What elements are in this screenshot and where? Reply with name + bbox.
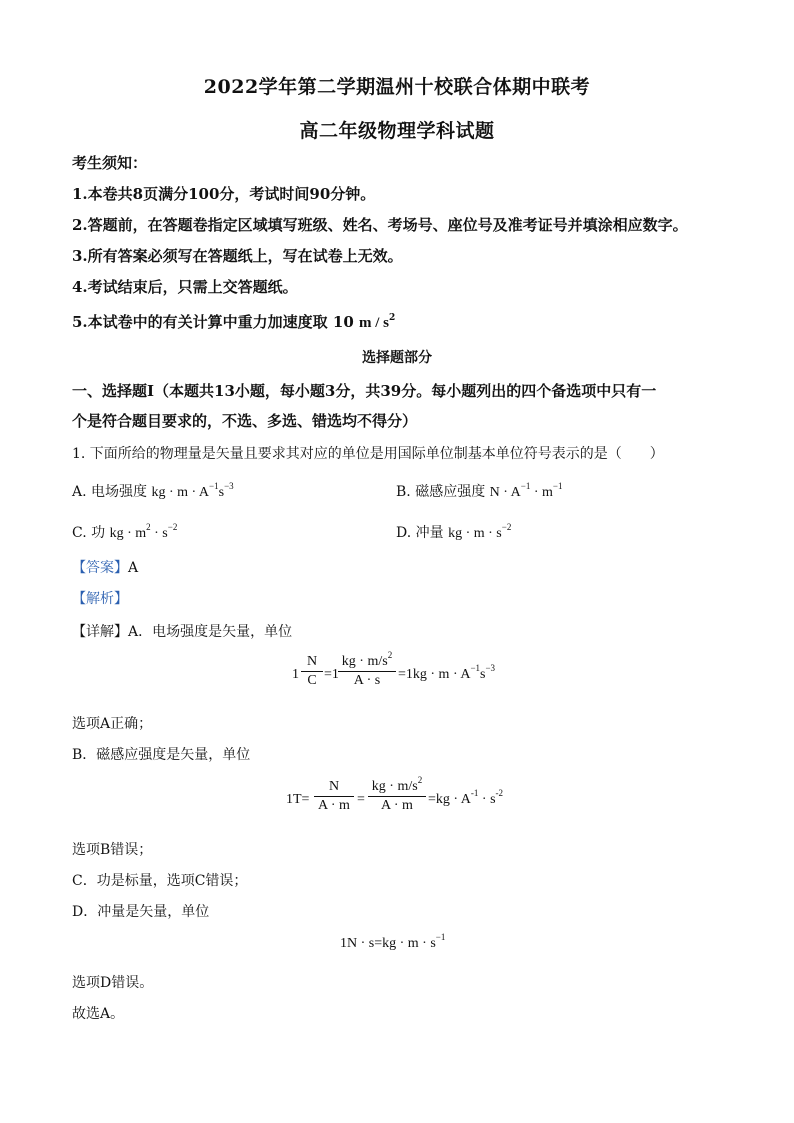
section-instruction-1: 一、选择题Ⅰ（本题共13小题，每小题3分，共39分。每小题列出的四个备选项中只有一: [72, 382, 657, 400]
option-c-label: C. 功: [72, 525, 106, 541]
option-c-conclusion: C．功是标量，选项C错误；: [72, 873, 248, 889]
formula-magnetic-field: 1T= N A · m = kg · $m/s^2$ A · m $=kg \cdot A^{-1} \cdot s^{-2}$: [286, 775, 504, 813]
detail-line: [72, 621, 292, 641]
option-c: [72, 522, 177, 542]
exam-subtitle: 高二年级物理学科试题: [299, 120, 495, 142]
notice-item-1: 1.本卷共8页满分100分，考试时间90分钟。: [72, 185, 376, 203]
notice-item-3: 3.所有答案必须写在答题纸上，写在试卷上无效。: [72, 247, 403, 265]
option-c-unit: kg · $m^2 \cdot s^{-2}$: [109, 522, 178, 541]
formula-electric-field: 1 N C =1 kg · $m/s^2$ A · s $=1kg \cdot m \cdot A^{-1}s^{-3}$: [292, 650, 496, 688]
detail-intro: A．电场强度是矢量，单位: [128, 624, 293, 640]
fraction-kg-m-s2-over-a-s: kg · $m/s^2$ A · s: [338, 654, 396, 689]
final-choice: 故选A。: [72, 1006, 125, 1022]
exam-title: 2022学年第二学期温州十校联合体期中联考: [203, 76, 591, 98]
notice-item-4: 4.考试结束后，只需上交答题纸。: [72, 278, 298, 296]
option-b-unit: $N \cdot A^{-1} \cdot m^{-1}$: [489, 481, 563, 500]
section-instruction-2: 个是符合题目要求的，不选、多选、错选均不得分）: [72, 412, 418, 430]
formula-impulse: $1N \cdot s=kg \cdot m \cdot s^{-1}$: [340, 932, 446, 951]
question-stem: 1. 下面所给的物理量是矢量且要求其对应的单位是用国际单位制基本单位符号表示的是（ ）: [72, 446, 664, 462]
option-a-unit: kg · $m \cdot A^{-1}s^{-3}$: [151, 481, 234, 500]
notice-heading: 考生须知：: [72, 154, 148, 172]
option-d: [396, 522, 511, 542]
answer-tag: 【答案】: [72, 560, 128, 576]
detail-tag: 【详解】: [72, 624, 128, 640]
option-a-label: A. 电场强度: [72, 484, 148, 500]
fraction-n-over-c: N C: [301, 654, 323, 689]
option-d-conclusion: 选项D错误。: [72, 975, 154, 991]
option-d-unit: kg · $m \cdot s^{-2}$: [448, 522, 512, 541]
notice-item-5: [72, 311, 395, 332]
analysis-tag: 【解析】: [72, 591, 128, 607]
option-d-label: D. 冲量: [396, 525, 444, 541]
notice-item-2: 2.答题前，在答题卷指定区域填写班级、姓名、考场号、座位号及准考证号并填涂相应数字。: [72, 216, 688, 234]
notice-item-5-text: 5.本试卷中的有关计算中重力加速度取: [72, 313, 328, 331]
option-a: [72, 481, 234, 501]
section-title: 选择题部分: [362, 350, 432, 366]
option-b-label: B. 磁感应强度: [396, 484, 486, 500]
analysis-line: [72, 588, 128, 608]
notice-item-5-exp: 2: [389, 313, 396, 323]
notice-item-5-unit: m / s: [359, 315, 390, 331]
option-b-intro: B．磁感应强度是矢量，单位: [72, 747, 251, 763]
notice-item-5-value: 10: [332, 313, 354, 331]
fraction-n-over-a-m: N A · m: [314, 779, 354, 814]
fraction-kg-m-s2-over-a-m: kg · $m/s^2$ A · m: [368, 779, 426, 814]
option-a-conclusion: 选项A正确；: [72, 716, 153, 732]
option-d-intro: D．冲量是矢量，单位: [72, 904, 210, 920]
answer-value: A: [128, 560, 139, 576]
option-b: [396, 481, 563, 501]
answer-line: [72, 557, 138, 577]
option-b-conclusion: 选项B错误；: [72, 842, 153, 858]
